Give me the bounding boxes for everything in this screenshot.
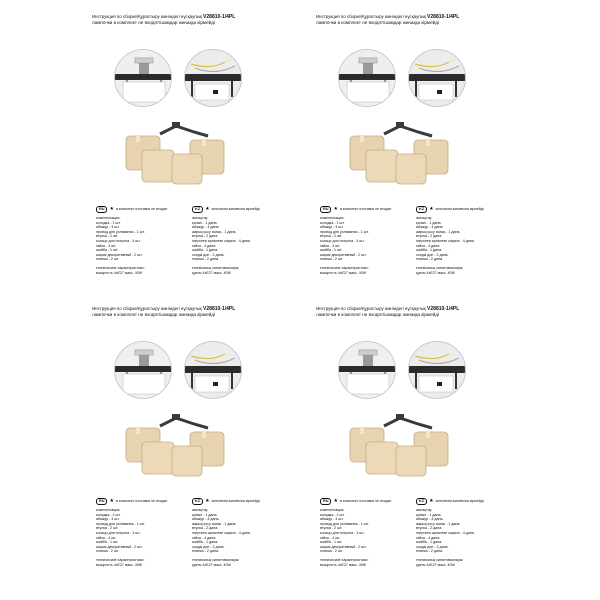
ru-contents-heading: комплектация: bbox=[320, 216, 345, 220]
list-item: абажур - 4 шт. bbox=[96, 517, 120, 522]
list-item: втулка - 2 дана. bbox=[416, 234, 443, 239]
list-item: абажур - 4 дана. bbox=[416, 225, 444, 230]
list-item: колодка - 1 шт. bbox=[96, 220, 121, 225]
list-item: втулка - 2 шт. bbox=[96, 526, 119, 531]
sheet-header bbox=[316, 14, 516, 26]
star-icon: ★ bbox=[109, 498, 114, 504]
list-item: втулка - 2 шт. bbox=[96, 234, 119, 239]
star-icon: ★ bbox=[205, 206, 210, 212]
list-item: сәндік доп - 2 дана. bbox=[416, 252, 449, 257]
ru-section bbox=[320, 206, 412, 275]
sheet-header bbox=[316, 306, 516, 318]
kz-not-included-note: жеткізілім жинағына кірмейді bbox=[211, 207, 260, 212]
header-subtitle: лампочки в комплект не входят/шамдар жинаққа кірмейді bbox=[316, 312, 439, 317]
header-text: Инструкция по сборке/Құрастыру жөніндегі нұсқаулық bbox=[92, 14, 202, 19]
list-item: патронға арналған сақина - 4 дана. bbox=[416, 238, 475, 243]
kz-tech-heading: техникалық сипаттамалары: bbox=[416, 265, 464, 270]
ru-tech-value: мощность 4хE27 макс. 40W bbox=[96, 562, 143, 567]
instruction-sheet bbox=[316, 14, 516, 275]
kz-flag-badge: KZ bbox=[416, 206, 427, 213]
list-item: планка - 2 шт. bbox=[320, 549, 343, 554]
list-item: жарық қосу сымы - 1 дана. bbox=[416, 521, 461, 526]
list-item: шайба - 1 шт. bbox=[320, 248, 343, 253]
ru-not-included-note: в комплект поставки не входит bbox=[115, 499, 168, 504]
list-item: гайка - 4 шт. bbox=[320, 535, 341, 540]
star-icon: ★ bbox=[205, 498, 210, 504]
list-item: қалып - 1 дана. bbox=[416, 220, 442, 225]
ru-flag-badge: RU bbox=[96, 498, 107, 505]
ru-tech-heading: технические характеристики: bbox=[96, 557, 145, 562]
ru-contents-list bbox=[320, 221, 412, 262]
list-item: гайка - 4 шт. bbox=[96, 243, 117, 248]
list-item: планка - 2 дана. bbox=[192, 257, 219, 262]
list-item: гайка - 4 шт. bbox=[320, 243, 341, 248]
model-number: V28810-1/4PL bbox=[427, 306, 460, 312]
list-item: планка - 2 шт. bbox=[96, 549, 119, 554]
list-item: втулка - 2 шт. bbox=[320, 234, 343, 239]
list-item: жарық қосу сымы - 1 дана. bbox=[416, 229, 461, 234]
list-item: втулка - 2 дана. bbox=[416, 526, 443, 531]
list-item: шайба - 1 шт. bbox=[320, 540, 343, 545]
list-item: абажур - 4 шт. bbox=[320, 517, 344, 522]
list-item: кольцо для потрона - 4 шт. bbox=[96, 530, 141, 535]
kz-contents-heading: жинақтау: bbox=[192, 508, 209, 512]
kz-tech-value: қуаты 4хE27 макс. 40W bbox=[416, 270, 455, 275]
wiring-detail-photo bbox=[408, 341, 466, 399]
ru-contents-heading: комплектация: bbox=[320, 508, 345, 512]
mount-detail-photo bbox=[114, 341, 172, 399]
list-item: шайба - 1 дана. bbox=[416, 540, 443, 545]
kz-contents-heading: жинақтау: bbox=[192, 216, 209, 220]
ru-tech-heading: технические характеристики: bbox=[96, 265, 145, 270]
ru-tech-value: мощность 4хE27 макс. 40W bbox=[320, 562, 367, 567]
list-item: втулка - 2 дана. bbox=[192, 526, 219, 531]
ru-contents-heading: комплектация: bbox=[96, 216, 121, 220]
mount-detail-photo bbox=[338, 49, 396, 107]
list-item: колодка - 1 шт. bbox=[320, 512, 345, 517]
sheet-header bbox=[92, 306, 292, 318]
instruction-sheet bbox=[92, 306, 292, 567]
list-item: гайка - 4 дана. bbox=[416, 243, 441, 248]
instruction-sheet bbox=[316, 306, 516, 567]
wiring-detail-photo bbox=[408, 49, 466, 107]
list-item: провод для ухливания - 1 шт. bbox=[96, 229, 145, 234]
list-item: провод для ухливания - 1 шт. bbox=[96, 521, 145, 526]
list-item: сәндік доп - 2 дана. bbox=[192, 252, 225, 257]
ru-not-included-note: в комплект поставки не входит bbox=[115, 207, 168, 212]
kz-not-included-note: жеткізілім жинағына кірмейді bbox=[435, 207, 484, 212]
model-number: V28810-1/4PL bbox=[203, 306, 236, 312]
ru-flag-badge: RU bbox=[320, 206, 331, 213]
list-item: шайба - 1 дана. bbox=[416, 248, 443, 253]
instruction-sheet bbox=[92, 14, 292, 275]
ru-flag-badge: RU bbox=[320, 498, 331, 505]
ru-contents-list bbox=[320, 513, 412, 554]
ru-not-included-note: в комплект поставки не входит bbox=[339, 207, 392, 212]
kz-section bbox=[192, 206, 284, 275]
list-item: шарик декоративный - 2 шт. bbox=[96, 252, 143, 257]
header-text: Инструкция по сборке/Құрастыру жөніндегі нұсқаулық bbox=[316, 306, 426, 311]
sheet-header bbox=[92, 14, 292, 26]
ru-section bbox=[96, 206, 188, 275]
list-item: кольцо для потрона - 4 шт. bbox=[320, 530, 365, 535]
star-icon: ★ bbox=[429, 206, 434, 212]
list-item: гайка - 4 дана. bbox=[416, 535, 441, 540]
list-item: патронға арналған сақина - 4 дана. bbox=[192, 530, 251, 535]
star-icon: ★ bbox=[333, 498, 338, 504]
list-item: шарик декоративный - 2 шт. bbox=[320, 544, 367, 549]
list-item: гайка - 4 дана. bbox=[192, 243, 217, 248]
ru-contents-list bbox=[96, 221, 188, 262]
chandelier-illustration bbox=[122, 406, 232, 481]
header-text: Инструкция по сборке/Құрастыру жөніндегі нұсқаулық bbox=[92, 306, 202, 311]
kz-tech-heading: техникалық сипаттамалары: bbox=[416, 557, 464, 562]
star-icon: ★ bbox=[429, 498, 434, 504]
star-icon: ★ bbox=[109, 206, 114, 212]
list-item: втулка - 2 дана. bbox=[192, 234, 219, 239]
list-item: абажур - 4 дана. bbox=[192, 225, 220, 230]
model-number: V28810-1/4PL bbox=[203, 14, 236, 20]
list-item: қалып - 1 дана. bbox=[192, 220, 218, 225]
ru-tech-value: мощность 4хE27 макс. 40W bbox=[320, 270, 367, 275]
list-item: абажур - 4 дана. bbox=[192, 517, 220, 522]
list-item: провод для ухливания - 1 шт. bbox=[320, 521, 369, 526]
list-item: втулка - 2 шт. bbox=[320, 526, 343, 531]
kz-contents-heading: жинақтау: bbox=[416, 216, 433, 220]
list-item: шарик декоративный - 2 шт. bbox=[320, 252, 367, 257]
ru-flag-badge: RU bbox=[96, 206, 107, 213]
list-item: шарик декоративный - 2 шт. bbox=[96, 544, 143, 549]
list-item: провод для ухливания - 1 шт. bbox=[320, 229, 369, 234]
list-item: гайка - 4 шт. bbox=[96, 535, 117, 540]
list-item: абажур - 4 дана. bbox=[416, 517, 444, 522]
list-item: планка - 2 шт. bbox=[320, 257, 343, 262]
kz-tech-value: қуаты 4хE27 макс. 40W bbox=[192, 562, 231, 567]
list-item: планка - 2 дана. bbox=[416, 257, 443, 262]
ru-tech-value: мощность 4хE27 макс. 40W bbox=[96, 270, 143, 275]
mount-detail-photo bbox=[114, 49, 172, 107]
ru-contents-heading: комплектация: bbox=[96, 508, 121, 512]
list-item: абажур - 4 шт. bbox=[320, 225, 344, 230]
header-subtitle: лампочки в комплект не входят/шамдар жинаққа кірмейді bbox=[92, 20, 215, 25]
kz-contents-heading: жинақтау: bbox=[416, 508, 433, 512]
kz-flag-badge: KZ bbox=[416, 498, 427, 505]
kz-not-included-note: жеткізілім жинағына кірмейді bbox=[435, 499, 484, 504]
list-item: жарық қосу сымы - 1 дана. bbox=[192, 521, 237, 526]
list-item: шайба - 1 шт. bbox=[96, 248, 119, 253]
list-item: планка - 2 дана. bbox=[416, 549, 443, 554]
kz-contents-list bbox=[416, 513, 508, 554]
kz-not-included-note: жеткізілім жинағына кірмейді bbox=[211, 499, 260, 504]
mount-detail-photo bbox=[338, 341, 396, 399]
ru-tech-heading: технические характеристики: bbox=[320, 557, 369, 562]
list-item: колодка - 1 шт. bbox=[96, 512, 121, 517]
kz-contents-list bbox=[416, 221, 508, 262]
list-item: шайба - 1 шт. bbox=[96, 540, 119, 545]
list-item: қалып - 1 дана. bbox=[416, 512, 442, 517]
ru-section bbox=[96, 498, 188, 567]
kz-tech-heading: техникалық сипаттамалары: bbox=[192, 265, 240, 270]
header-subtitle: лампочки в комплект не входят/шамдар жинаққа кірмейді bbox=[92, 312, 215, 317]
list-item: патронға арналған сақина - 4 дана. bbox=[416, 530, 475, 535]
list-item: колодка - 1 шт. bbox=[320, 220, 345, 225]
chandelier-illustration bbox=[122, 114, 232, 189]
list-item: сәндік доп - 2 дана. bbox=[416, 544, 449, 549]
kz-tech-heading: техникалық сипаттамалары: bbox=[192, 557, 240, 562]
kz-flag-badge: KZ bbox=[192, 206, 203, 213]
ru-section bbox=[320, 498, 412, 567]
list-item: шайба - 1 дана. bbox=[192, 248, 219, 253]
list-item: планка - 2 шт. bbox=[96, 257, 119, 262]
kz-contents-list bbox=[192, 513, 284, 554]
kz-section bbox=[192, 498, 284, 567]
list-item: кольцо для потрона - 4 шт. bbox=[320, 238, 365, 243]
list-item: сәндік доп - 2 дана. bbox=[192, 544, 225, 549]
kz-tech-value: қуаты 4хE27 макс. 40W bbox=[416, 562, 455, 567]
wiring-detail-photo bbox=[184, 49, 242, 107]
header-text: Инструкция по сборке/Құрастыру жөніндегі нұсқаулық bbox=[316, 14, 426, 19]
kz-section bbox=[416, 498, 508, 567]
kz-section bbox=[416, 206, 508, 275]
model-number: V28810-1/4PL bbox=[427, 14, 460, 20]
list-item: кольцо для потрона - 4 шт. bbox=[96, 238, 141, 243]
list-item: гайка - 4 дана. bbox=[192, 535, 217, 540]
ru-contents-list bbox=[96, 513, 188, 554]
header-subtitle: лампочки в комплект не входят/шамдар жинаққа кірмейді bbox=[316, 20, 439, 25]
kz-contents-list bbox=[192, 221, 284, 262]
list-item: патронға арналған сақина - 4 дана. bbox=[192, 238, 251, 243]
list-item: қалып - 1 дана. bbox=[192, 512, 218, 517]
ru-tech-heading: технические характеристики: bbox=[320, 265, 369, 270]
ru-not-included-note: в комплект поставки не входит bbox=[339, 499, 392, 504]
chandelier-illustration bbox=[346, 406, 456, 481]
list-item: жарық қосу сымы - 1 дана. bbox=[192, 229, 237, 234]
kz-flag-badge: KZ bbox=[192, 498, 203, 505]
chandelier-illustration bbox=[346, 114, 456, 189]
wiring-detail-photo bbox=[184, 341, 242, 399]
kz-tech-value: қуаты 4хE27 макс. 40W bbox=[192, 270, 231, 275]
list-item: планка - 2 дана. bbox=[192, 549, 219, 554]
star-icon: ★ bbox=[333, 206, 338, 212]
list-item: шайба - 1 дана. bbox=[192, 540, 219, 545]
list-item: абажур - 4 шт. bbox=[96, 225, 120, 230]
